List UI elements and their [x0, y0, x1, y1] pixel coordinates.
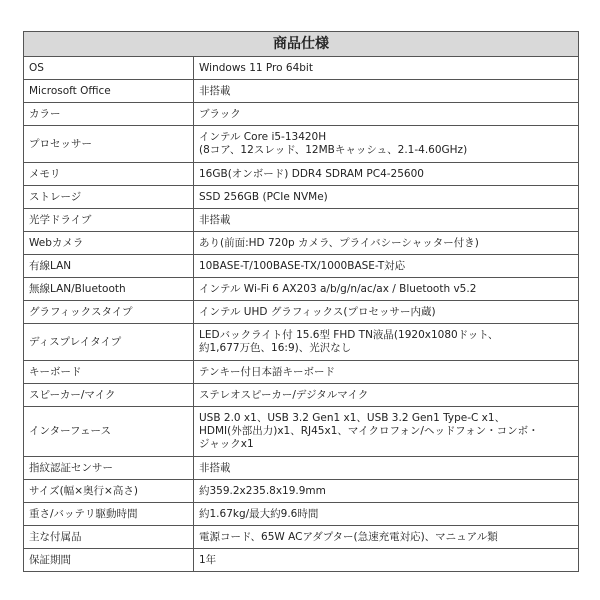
spec-label: Microsoft Office [24, 80, 194, 103]
table-row [24, 209, 579, 232]
spec-value: あり(前面:HD 720p カメラ、プライバシーシャッター付き) [194, 232, 579, 255]
spec-value: 約1.67kg/最大約9.6時間 [194, 503, 579, 526]
spec-value: インテル UHD グラフィックス(プロセッサー内蔵) [194, 301, 579, 324]
spec-label: カラー [24, 103, 194, 126]
spec-value: 16GB(オンボード) DDR4 SDRAM PC4-25600 [194, 163, 579, 186]
spec-label: 保証期間 [24, 549, 194, 572]
spec-label: インターフェース [24, 407, 194, 457]
spec-label: ストレージ [24, 186, 194, 209]
table-row [24, 301, 579, 324]
spec-value: SSD 256GB (PCIe NVMe) [194, 186, 579, 209]
spec-value: Windows 11 Pro 64bit [194, 57, 579, 80]
spec-label: プロセッサー [24, 126, 194, 163]
table-row [24, 232, 579, 255]
table-row [24, 480, 579, 503]
table-row [24, 457, 579, 480]
table-row [24, 384, 579, 407]
spec-value: インテル Wi-Fi 6 AX203 a/b/g/n/ac/ax / Bluetooth v5.2 [194, 278, 579, 301]
spec-value: インテル Core i5-13420H (8コア、12スレッド、12MBキャッシュ、2.1-4.60GHz) [194, 126, 579, 163]
spec-value: 非搭載 [194, 80, 579, 103]
table-title: 商品仕様 [24, 32, 579, 57]
spec-table-body [24, 57, 579, 572]
table-row [24, 278, 579, 301]
spec-label: 主な付属品 [24, 526, 194, 549]
spec-value: 約359.2x235.8x19.9mm [194, 480, 579, 503]
table-row [24, 57, 579, 80]
table-row [24, 255, 579, 278]
spec-value: 10BASE-T/100BASE-TX/1000BASE-T対応 [194, 255, 579, 278]
table-row [24, 526, 579, 549]
spec-label: 無線LAN/Bluetooth [24, 278, 194, 301]
table-row [24, 407, 579, 457]
spec-label: メモリ [24, 163, 194, 186]
table-row [24, 549, 579, 572]
spec-value: LEDバックライト付 15.6型 FHD TN液晶(1920x1080ドット、 約1,677万色、16:9)、光沢なし [194, 324, 579, 361]
spec-value: ステレオスピーカー/デジタルマイク [194, 384, 579, 407]
spec-table [23, 31, 579, 572]
table-row [24, 186, 579, 209]
spec-value: 電源コード、65W ACアダプター(急速充電対応)、マニュアル類 [194, 526, 579, 549]
spec-label: OS [24, 57, 194, 80]
table-row [24, 126, 579, 163]
table-row [24, 503, 579, 526]
spec-label: 光学ドライブ [24, 209, 194, 232]
spec-value: テンキー付日本語キーボード [194, 361, 579, 384]
table-row [24, 324, 579, 361]
spec-value: ブラック [194, 103, 579, 126]
spec-label: スピーカー/マイク [24, 384, 194, 407]
spec-label: グラフィックスタイプ [24, 301, 194, 324]
spec-label: サイズ(幅×奥行×高さ) [24, 480, 194, 503]
spec-label: キーボード [24, 361, 194, 384]
spec-value: 1年 [194, 549, 579, 572]
spec-value: 非搭載 [194, 457, 579, 480]
spec-label: Webカメラ [24, 232, 194, 255]
spec-label: 有線LAN [24, 255, 194, 278]
table-row [24, 361, 579, 384]
spec-label: 指紋認証センサー [24, 457, 194, 480]
spec-label: 重さ/バッテリ駆動時間 [24, 503, 194, 526]
spec-label: ディスプレイタイプ [24, 324, 194, 361]
spec-value: 非搭載 [194, 209, 579, 232]
table-row [24, 80, 579, 103]
table-row [24, 103, 579, 126]
table-row [24, 163, 579, 186]
spec-value: USB 2.0 x1、USB 3.2 Gen1 x1、USB 3.2 Gen1 Type-C x1、 HDMI(外部出力)x1、RJ45x1、マイクロフォン/ヘッドフォン・コンボ・ ジャックx1 [194, 407, 579, 457]
